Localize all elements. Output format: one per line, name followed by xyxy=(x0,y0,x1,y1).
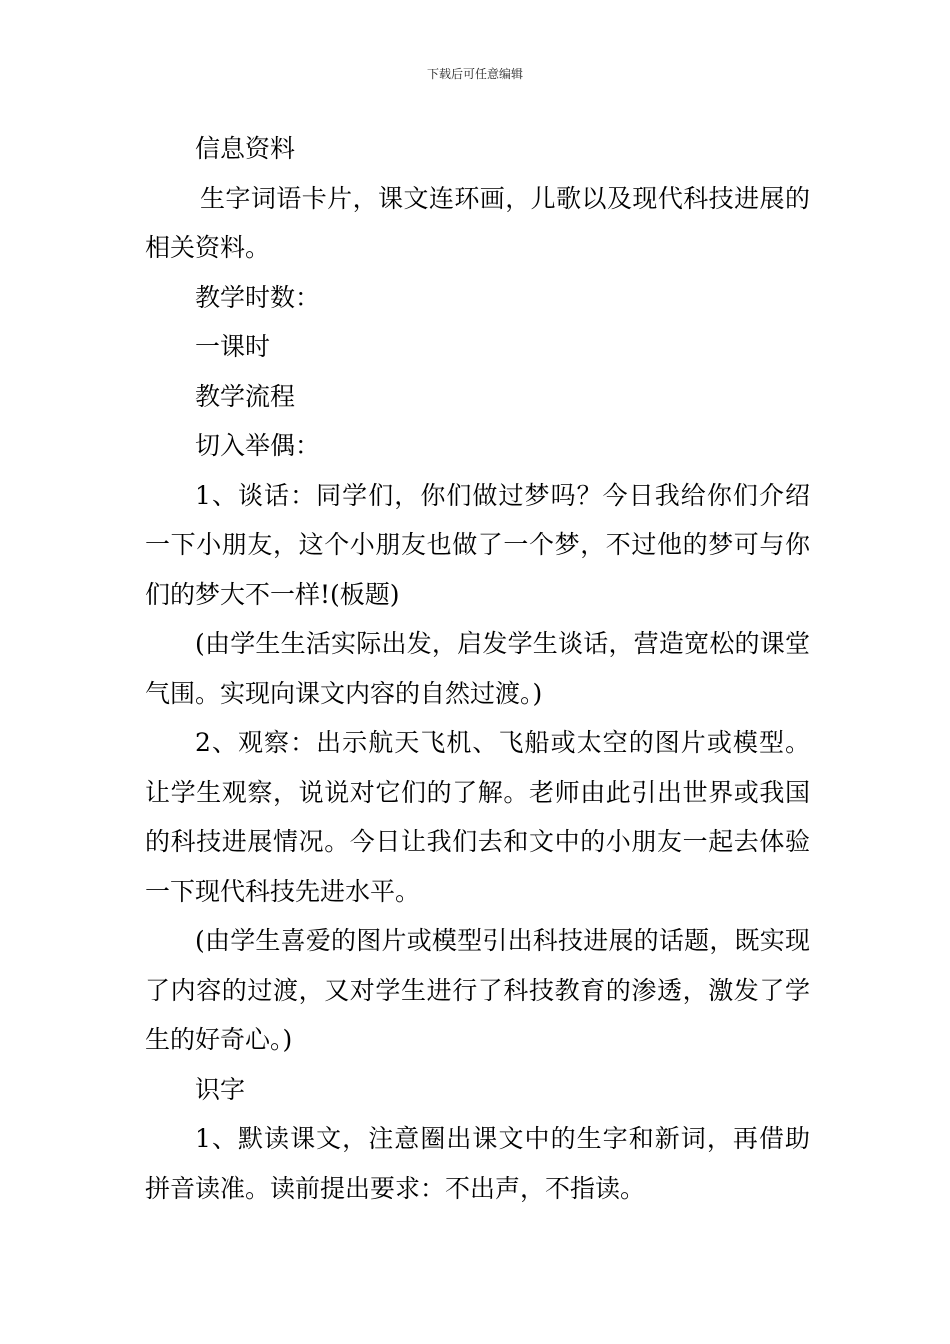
paragraph-hours-content: 一课时 xyxy=(195,332,271,361)
paragraph-info-title: 信息资料 xyxy=(195,134,296,163)
paragraph-talk-note: (由学生生活实际出发，启发学生谈话，营造宽松的课堂气围。实现向课文内容的自然过渡。) xyxy=(145,629,810,708)
paragraph-literacy-title: 识字 xyxy=(195,1074,246,1104)
paragraph-intro-title: 切入举偶： xyxy=(195,431,321,460)
paragraph-process-title: 教学流程 xyxy=(195,381,296,411)
paragraph-observe-note: (由学生喜爱的图片或模型引出科技进展的话题，既实现了内容的过渡，又对学生进行了科技教育的渗透，激发了学生的好奇心。) xyxy=(145,926,810,1054)
document-body xyxy=(145,124,810,1213)
paragraph-talk: 1、谈话：同学们，你们做过梦吗？今日我给你们介绍一下小朋友，这个小朋友也做了一个梦，不过他的梦可与你们的梦大不一样!(板题) xyxy=(145,480,810,609)
paragraph-info-content: 生字词语卡片，课文连环画，儿歌以及现代科技进展的相关资料。 xyxy=(145,183,810,262)
page-header: 下载后可任意编辑 xyxy=(426,67,523,81)
paragraph-observe: 2、观察：出示航天飞机、飞船或太空的图片或模型。让学生观察，说说对它们的了解。老师由此引出世界或我国的科技进展情况。今日让我们去和文中的小朋友一起去体验一下现代科技先进水平。 xyxy=(145,728,810,906)
paragraph-hours-title: 教学时数： xyxy=(195,282,321,312)
paragraph-silent-reading: 1、默读课文，注意圈出课文中的生字和新词，再借助拼音读准。读前提出要求：不出声，不指读。 xyxy=(145,1124,810,1203)
